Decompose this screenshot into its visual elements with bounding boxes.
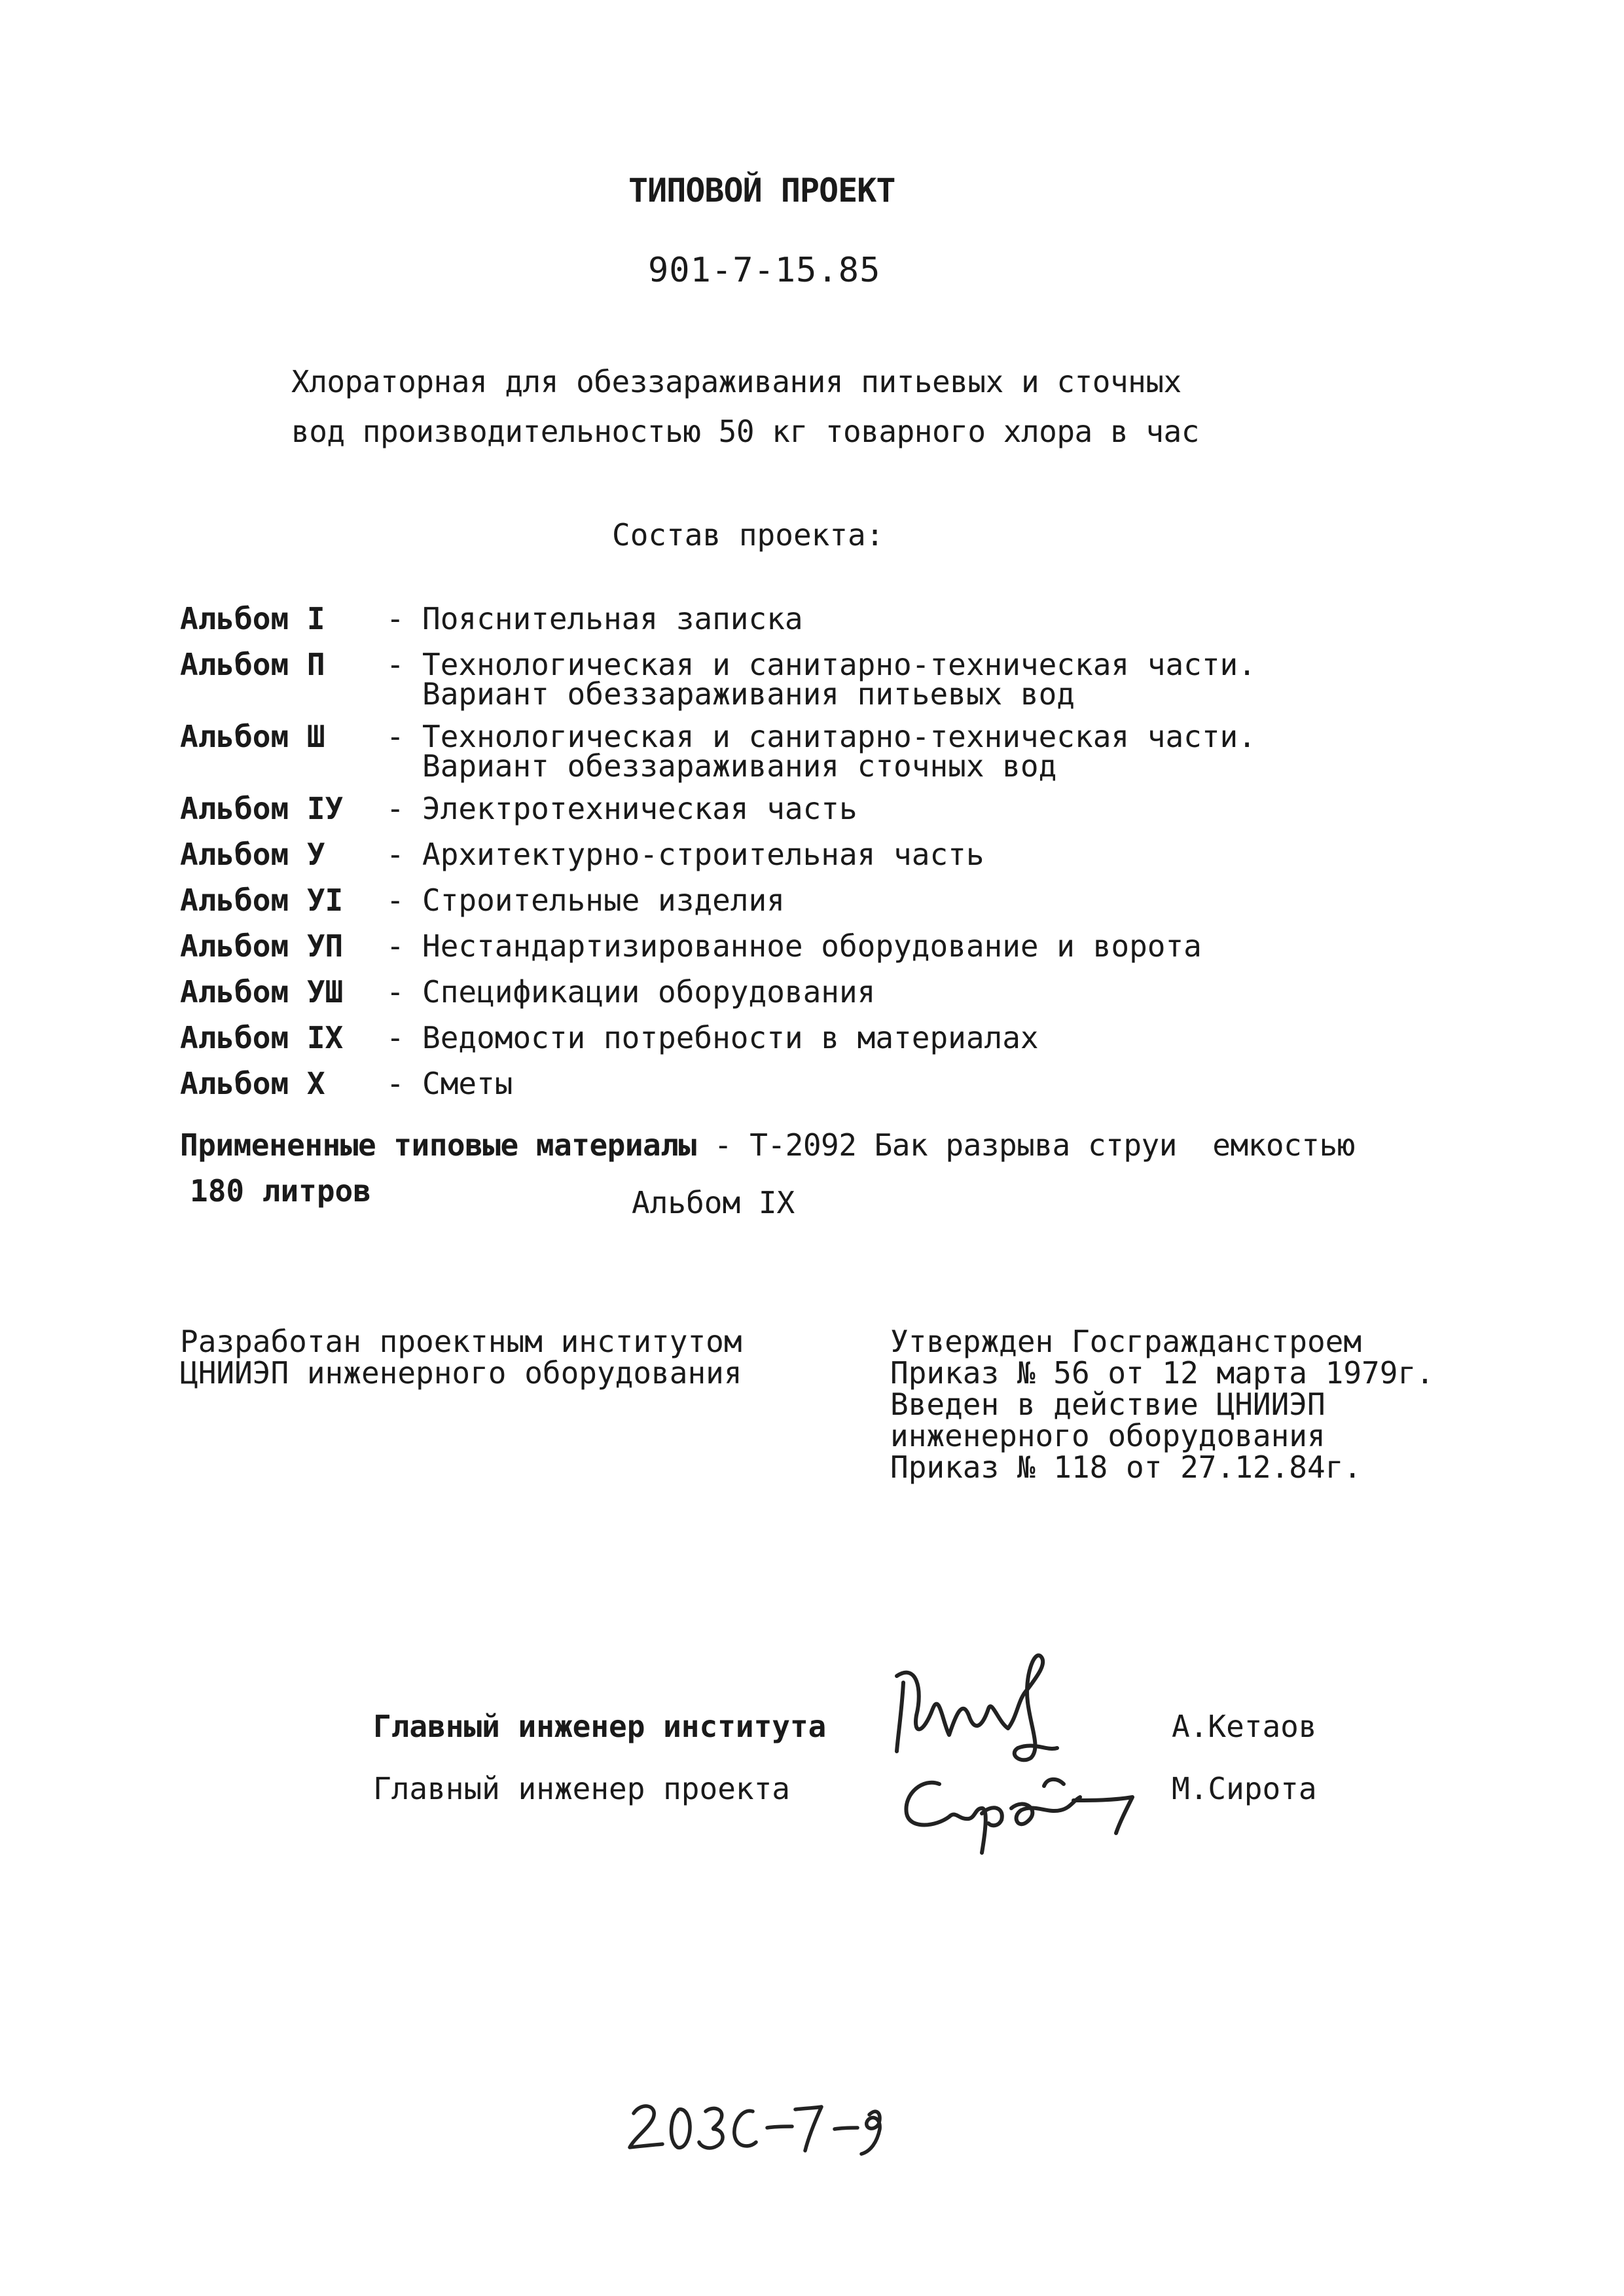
project-subtitle	[291, 357, 1199, 456]
album-description	[422, 719, 1489, 784]
signature-ketaov	[897, 1655, 1057, 1760]
album-description	[422, 1021, 1489, 1054]
album-description-line: Технологическая и санитарно-техническая части.	[422, 719, 1256, 754]
album-name: Альбом Ш	[180, 719, 325, 754]
album-description-line: Нестандартизированное оборудование и ворота	[422, 928, 1202, 964]
album-dash: -	[386, 719, 405, 754]
album-description	[422, 792, 1489, 825]
album-dash: -	[386, 1020, 405, 1055]
album-name: Альбом УI	[180, 883, 344, 918]
developed-line-2: ЦНИИЭП инженерного оборудования	[180, 1355, 742, 1391]
applied-materials-album: Альбом IX	[632, 1185, 795, 1220]
album-dash: -	[386, 883, 405, 918]
album-name: Альбом I	[180, 601, 325, 636]
album-dash: -	[386, 837, 405, 872]
album-dash: -	[386, 974, 405, 1010]
album-description	[422, 602, 1489, 635]
album-description-line: Вариант обеззараживания сточных вод	[422, 748, 1057, 784]
album-dash: -	[386, 601, 405, 636]
composition-heading: Состав проекта:	[612, 517, 884, 553]
album-description	[422, 838, 1489, 871]
album-row	[180, 975, 1489, 1008]
album-row	[180, 884, 1489, 917]
chief-institute-engineer-label: Главный инженер института	[373, 1709, 827, 1744]
chief-project-engineer-label: Главный инженер проекта	[373, 1771, 790, 1806]
album-description-line: Технологическая и санитарно-техническая части.	[422, 647, 1256, 682]
album-dash: -	[386, 791, 405, 826]
album-row	[180, 719, 1489, 784]
album-dash: -	[386, 1066, 405, 1101]
project-code: 901-7-15.85	[648, 251, 881, 290]
handwritten-signatures	[877, 1637, 1165, 1859]
album-row	[180, 1067, 1489, 1100]
developed-line-1: Разработан проектным институтом	[180, 1324, 742, 1359]
handwritten-archive-number	[622, 2088, 884, 2160]
album-description-line: Сметы	[422, 1066, 513, 1101]
album-row	[180, 647, 1489, 712]
subtitle-line-1: Хлораторная для обеззараживания питьевых и сточных	[291, 364, 1182, 399]
album-description-line: Пояснительная записка	[422, 601, 803, 636]
chief-project-engineer-name: М.Сирота	[1172, 1771, 1317, 1806]
applied-materials-line	[180, 1127, 1355, 1163]
signature-sirota	[906, 1779, 1132, 1853]
applied-materials-label: Примененные типовые материалы	[180, 1127, 696, 1163]
album-dash: -	[386, 647, 405, 682]
album-description-line: Электротехническая часть	[422, 791, 857, 826]
album-name: Альбом IX	[180, 1020, 344, 1055]
album-description-line: Спецификации оборудования	[422, 974, 876, 1010]
album-description-line: Архитектурно-строительная часть	[422, 837, 984, 872]
album-description-line: Строительные изделия	[422, 883, 785, 918]
approved-line-2: Приказ № 56 от 12 марта 1979г.	[890, 1355, 1434, 1391]
chief-institute-engineer-name: А.Кетаов	[1172, 1709, 1317, 1744]
approved-line-5: Приказ № 118 от 27.12.84г.	[890, 1449, 1362, 1485]
approved-by-block	[890, 1326, 1434, 1483]
album-dash: -	[386, 928, 405, 964]
album-description	[422, 647, 1489, 712]
album-description-line: Вариант обеззараживания питьевых вод	[422, 676, 1075, 712]
album-name: Альбом IУ	[180, 791, 344, 826]
album-description	[422, 1067, 1489, 1100]
album-description	[422, 930, 1489, 962]
approved-line-4: инженерного оборудования	[890, 1418, 1326, 1453]
album-row	[180, 602, 1489, 635]
album-name: Альбом УП	[180, 928, 344, 964]
album-name: Альбом У	[180, 837, 325, 872]
album-description	[422, 884, 1489, 917]
album-name: Альбом П	[180, 647, 325, 682]
album-list	[180, 602, 1489, 1113]
applied-materials-capacity: 180 литров	[190, 1173, 371, 1209]
album-row	[180, 1021, 1489, 1054]
album-row	[180, 930, 1489, 962]
developed-by-block	[180, 1326, 742, 1389]
applied-materials-dash: -	[713, 1127, 732, 1163]
album-description	[422, 975, 1489, 1008]
album-description-line: Ведомости потребности в материалах	[422, 1020, 1039, 1055]
album-name: Альбом УШ	[180, 974, 344, 1010]
subtitle-line-2: вод производительностью 50 кг товарного хлора в час	[291, 414, 1199, 449]
approved-line-3: Введен в действие ЦНИИЭП	[890, 1387, 1326, 1422]
album-row	[180, 792, 1489, 825]
album-name: Альбом X	[180, 1066, 325, 1101]
approved-line-1: Утвержден Госгражданстроем	[890, 1324, 1362, 1359]
applied-materials-text: Т-2092 Бак разрыва струи емкостью	[749, 1127, 1355, 1163]
album-row	[180, 838, 1489, 871]
document-title: ТИПОВОЙ ПРОЕКТ	[628, 172, 895, 210]
